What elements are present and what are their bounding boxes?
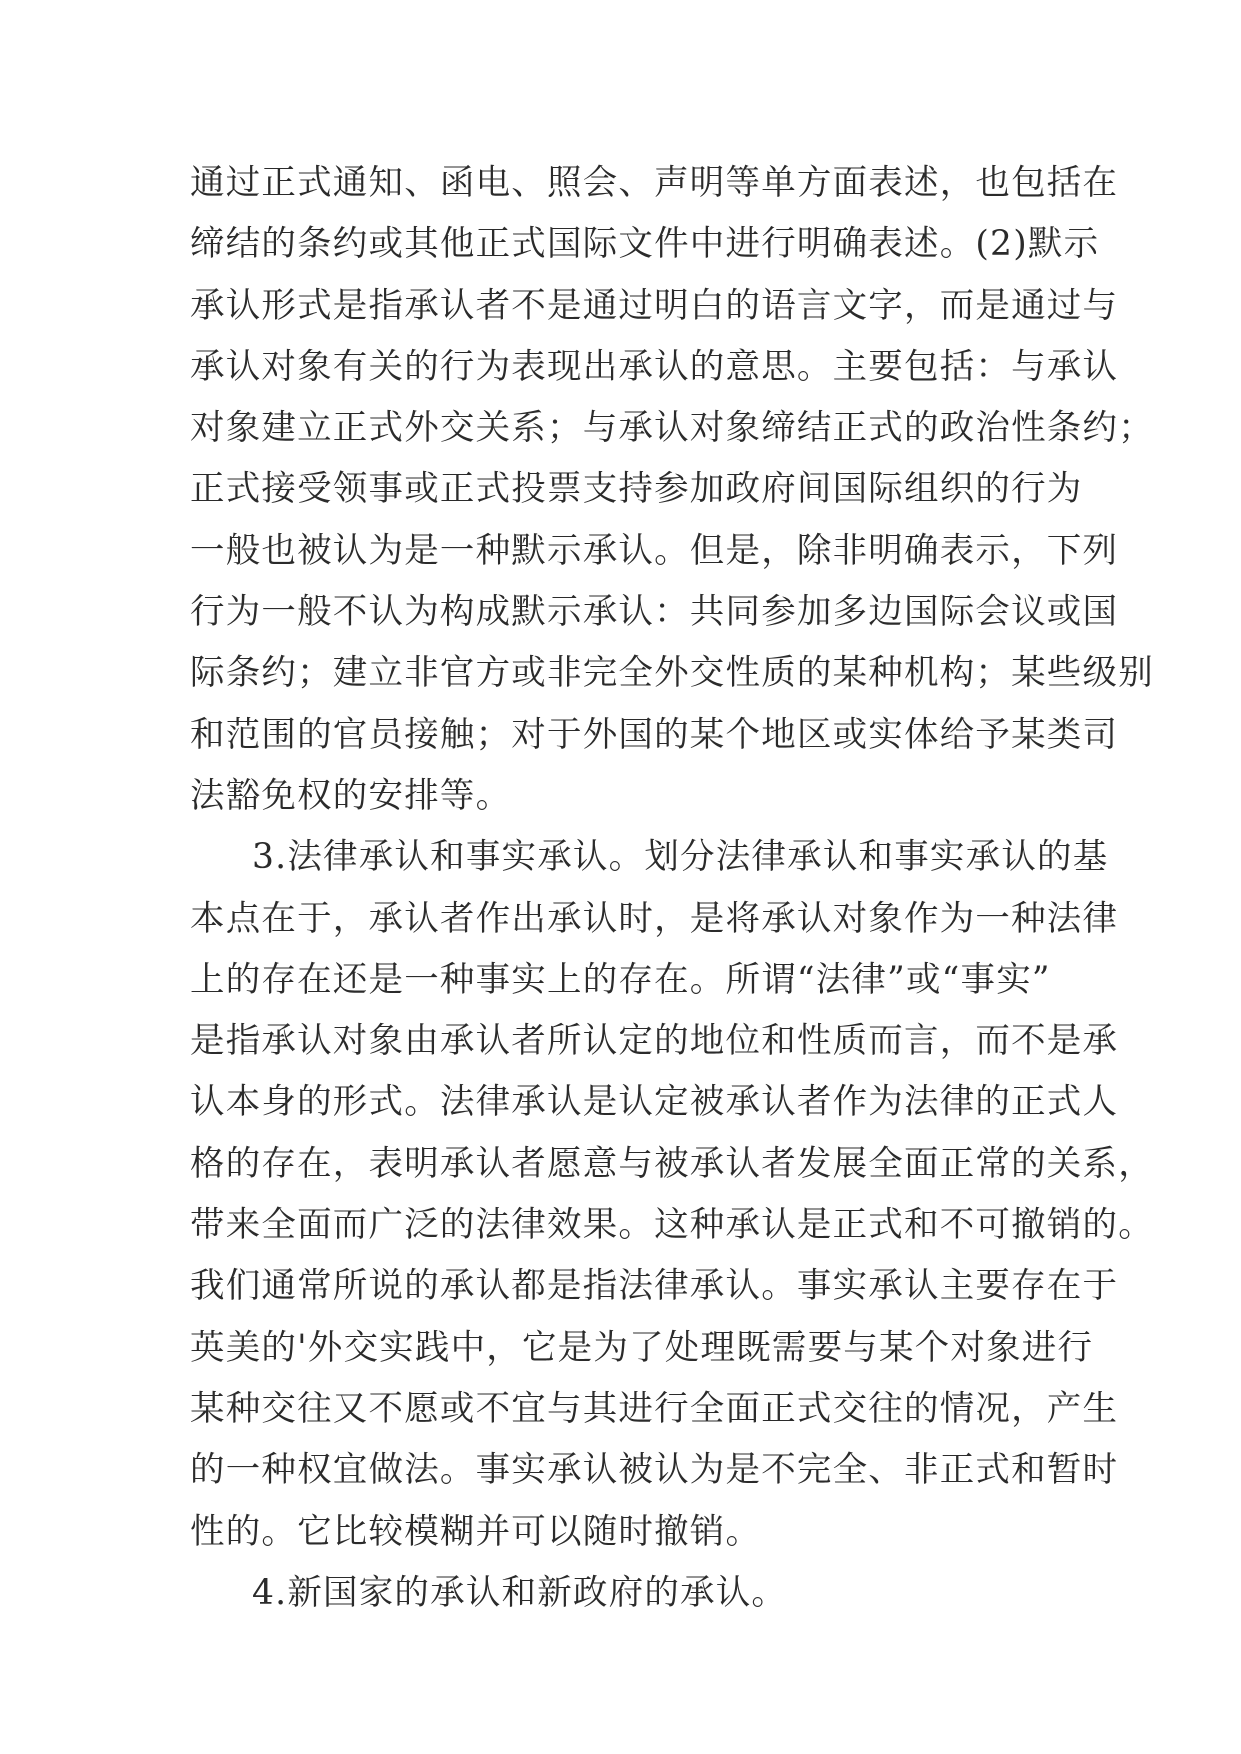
text-line: 上的存在还是一种事实上的存在。所谓“法律”或“事实” [190,959,1051,1000]
text-line: 法豁免权的安排等。 [190,775,512,816]
text-line: 和范围的官员接触；对于外国的某个地区或实体给予某类司 [190,714,1119,755]
text-line: 性的。它比较模糊并可以随时撤销。 [190,1511,762,1552]
text-line: 我们通常所说的承认都是指法律承认。事实承认主要存在于 [190,1266,1119,1307]
text-line: 承认形式是指承认者不是通过明白的语言文字，而是通过与 [190,285,1119,326]
text-line: 的一种权宜做法。事实承认被认为是不完全、非正式和暂时 [190,1450,1119,1491]
text-line: 对象建立正式外交关系；与承认对象缔结正式的政治性条约； [190,408,1154,449]
text-line: 英美的'外交实践中，它是为了处理既需要与某个对象进行 [190,1327,1094,1368]
text-line: 缔结的条约或其他正式国际文件中进行明确表述。(2)默示 [190,224,1100,265]
text-line: 带来全面而广泛的法律效果。这种承认是正式和不可撤销的。 [190,1205,1154,1246]
text-line: 某种交往又不愿或不宜与其进行全面正式交往的情况，产生 [190,1388,1119,1429]
text-line: 正式接受领事或正式投票支持参加政府间国际组织的行为 [190,469,1083,510]
text-line: 一般也被认为是一种默示承认。但是，除非明确表示，下列 [190,530,1119,571]
text-line: 本点在于，承认者作出承认时，是将承认对象作为一种法律 [190,898,1119,939]
paragraph-start-line: 3.法律承认和事实承认。划分法律承认和事实承认的基 [252,837,1109,878]
text-line: 认本身的形式。法律承认是认定被承认者作为法律的正式人 [190,1082,1119,1123]
text-line: 际条约；建立非官方或非完全外交性质的某种机构；某些级别 [190,653,1154,694]
text-line: 通过正式通知、函电、照会、声明等单方面表述，也包括在 [190,163,1119,203]
text-line: 格的存在，表明承认者愿意与被承认者发展全面正常的关系， [190,1143,1154,1184]
paragraph-start-line: 4.新国家的承认和新政府的承认。 [252,1572,788,1613]
text-line: 行为一般不认为构成默示承认：共同参加多边国际会议或国 [190,592,1119,633]
text-line: 是指承认对象由承认者所认定的地位和性质而言，而不是承 [190,1021,1119,1062]
text-line: 承认对象有关的行为表现出承认的意思。主要包括：与承认 [190,346,1119,387]
body-text [190,153,1154,1624]
